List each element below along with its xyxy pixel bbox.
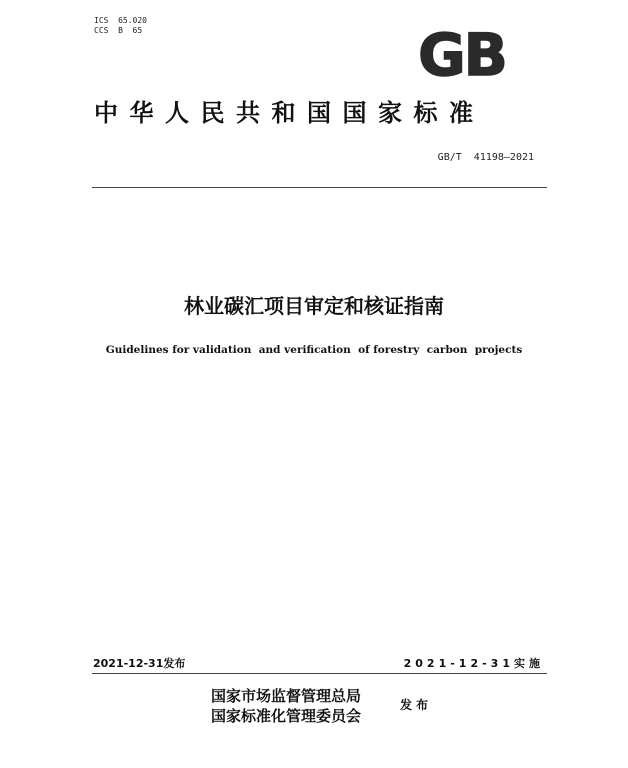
publisher-samr: 国家市场监督管理总局 (211, 687, 362, 705)
implementation-date: 2021-12-31实施 (403, 657, 544, 670)
publish-label: 发布 (400, 698, 433, 712)
classification-codes (94, 16, 147, 36)
chinese-title: 林业碳汇项目审定和核证指南 (184, 294, 444, 318)
gb-logo (404, 24, 520, 84)
ccs-code: CCS B 65 (94, 26, 143, 35)
national-standard-title: 中华人民共和国国家标准 (94, 98, 485, 127)
issue-date: 2021-12-31发布 (93, 657, 186, 670)
standard-number: GB/T 41198—2021 (437, 152, 534, 163)
publisher-list (211, 686, 361, 726)
gb-logo-text: GB (418, 24, 506, 84)
top-divider (92, 187, 547, 188)
bottom-divider (92, 673, 547, 674)
publisher-sac: 国家标准化管理委员会 (211, 707, 362, 725)
ics-code: ICS 65.020 (94, 16, 147, 25)
english-title: Guidelines for validation and verification of forestry carbon projects (105, 344, 523, 356)
